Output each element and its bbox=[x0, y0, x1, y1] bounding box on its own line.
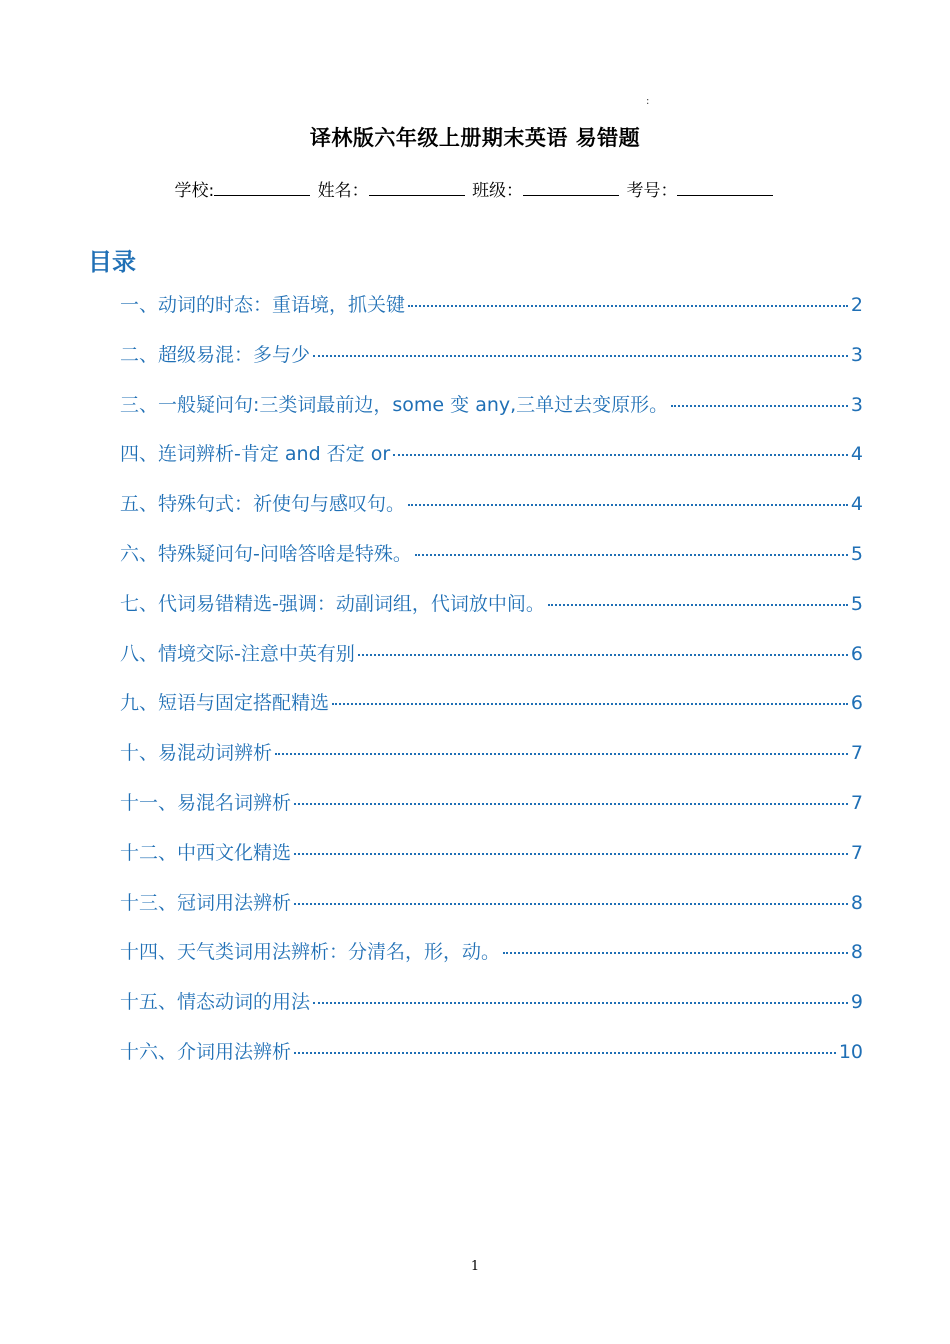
toc-dot-leader bbox=[415, 554, 848, 556]
name-label: 姓名： bbox=[317, 181, 369, 201]
toc-dot-leader bbox=[503, 952, 848, 954]
toc-dot-leader bbox=[548, 604, 848, 606]
toc-dot-leader bbox=[408, 504, 848, 506]
exam-number-blank bbox=[677, 179, 773, 196]
toc-entry-page: 7 bbox=[850, 841, 863, 864]
document-title: 译林版六年级上册期末英语 易错题 bbox=[309, 126, 641, 150]
toc-entry-label: 五、特殊句式：祈使句与感叹句。 bbox=[120, 493, 406, 516]
class-label: 班级： bbox=[472, 181, 524, 201]
name-blank bbox=[369, 179, 465, 196]
toc-dot-leader bbox=[313, 1002, 848, 1004]
toc-entry[interactable] bbox=[120, 738, 863, 788]
toc-entry[interactable] bbox=[120, 888, 863, 938]
toc-dot-leader bbox=[671, 405, 848, 407]
toc-entry-label: 六、特殊疑问句-问啥答啥是特殊。 bbox=[120, 542, 412, 565]
school-label: 学校: bbox=[174, 181, 215, 201]
toc-entry[interactable] bbox=[120, 290, 863, 340]
toc-entry[interactable] bbox=[120, 539, 863, 589]
toc-heading: 目录 bbox=[88, 248, 136, 276]
toc-entry-page: 3 bbox=[850, 393, 863, 416]
toc-dot-leader bbox=[294, 853, 848, 855]
toc-entry-page: 3 bbox=[850, 343, 863, 366]
page-number: 1 bbox=[470, 1259, 480, 1274]
toc-entry-page: 5 bbox=[850, 592, 863, 615]
toc-entry[interactable] bbox=[120, 589, 863, 639]
toc-entry-label: 十三、冠词用法辨析 bbox=[120, 891, 292, 914]
toc-dot-leader bbox=[275, 753, 848, 755]
toc-entry-page: 4 bbox=[850, 493, 863, 516]
toc-entry-page: 10 bbox=[838, 1040, 863, 1063]
toc-entry[interactable] bbox=[120, 987, 863, 1037]
toc-entry[interactable] bbox=[120, 439, 863, 489]
toc-entry-page: 7 bbox=[850, 791, 863, 814]
toc-dot-leader bbox=[294, 903, 848, 905]
toc-entry[interactable] bbox=[120, 688, 863, 738]
toc-dot-leader bbox=[294, 1052, 836, 1054]
page-mark: : bbox=[646, 96, 650, 107]
student-info-line bbox=[0, 176, 950, 201]
toc-dot-leader bbox=[294, 803, 848, 805]
toc-entry-label: 十二、中西文化精选 bbox=[120, 841, 292, 864]
toc-entry-label: 十、易混动词辨析 bbox=[120, 742, 273, 765]
toc-entry-page: 6 bbox=[850, 692, 863, 715]
toc-entry-label: 二、超级易混：多与少 bbox=[120, 343, 311, 366]
toc-entry[interactable] bbox=[120, 390, 863, 440]
toc-entry[interactable] bbox=[120, 1037, 863, 1087]
toc-dot-leader bbox=[408, 305, 848, 307]
toc-entry-page: 8 bbox=[850, 941, 863, 964]
toc-entry-page: 2 bbox=[850, 294, 863, 316]
toc-entry[interactable] bbox=[120, 838, 863, 888]
toc-entry-page: 4 bbox=[850, 443, 863, 466]
toc-entry[interactable] bbox=[120, 340, 863, 390]
toc-entry-page: 6 bbox=[850, 642, 863, 665]
toc-entry-label: 一、动词的时态：重语境，抓关键 bbox=[120, 294, 406, 316]
toc-entry-label: 三、一般疑问句:三类词最前边，some 变 any,三单过去变原形。 bbox=[120, 393, 669, 416]
toc-entry-label: 七、代词易错精选-强调：动副词组，代词放中间。 bbox=[120, 592, 545, 615]
toc-entry-label: 十四、天气类词用法辨析：分清名，形，动。 bbox=[120, 941, 501, 964]
exam-number-label: 考号： bbox=[626, 181, 678, 201]
toc-entry-page: 9 bbox=[850, 991, 863, 1014]
toc-entry[interactable] bbox=[120, 937, 863, 987]
toc-dot-leader bbox=[332, 703, 848, 705]
toc-entry-label: 十一、易混名词辨析 bbox=[120, 791, 292, 814]
toc-entry-page: 5 bbox=[850, 542, 863, 565]
table-of-contents bbox=[120, 290, 863, 1087]
toc-entry[interactable] bbox=[120, 639, 863, 689]
toc-entry-label: 八、情境交际-注意中英有别 bbox=[120, 642, 355, 665]
toc-dot-leader bbox=[358, 654, 848, 656]
toc-entry-label: 四、连词辨析-肯定 and 否定 or bbox=[120, 443, 391, 466]
toc-dot-leader bbox=[313, 355, 848, 357]
toc-entry-page: 8 bbox=[850, 891, 863, 914]
toc-entry[interactable] bbox=[120, 489, 863, 539]
class-blank bbox=[523, 179, 619, 196]
toc-entry-label: 十六、介词用法辨析 bbox=[120, 1040, 292, 1063]
school-blank bbox=[214, 179, 310, 196]
toc-entry[interactable] bbox=[120, 788, 863, 838]
toc-entry-page: 7 bbox=[850, 742, 863, 765]
toc-entry-label: 十五、情态动词的用法 bbox=[120, 991, 311, 1014]
toc-entry-label: 九、短语与固定搭配精选 bbox=[120, 692, 330, 715]
toc-dot-leader bbox=[393, 454, 848, 456]
